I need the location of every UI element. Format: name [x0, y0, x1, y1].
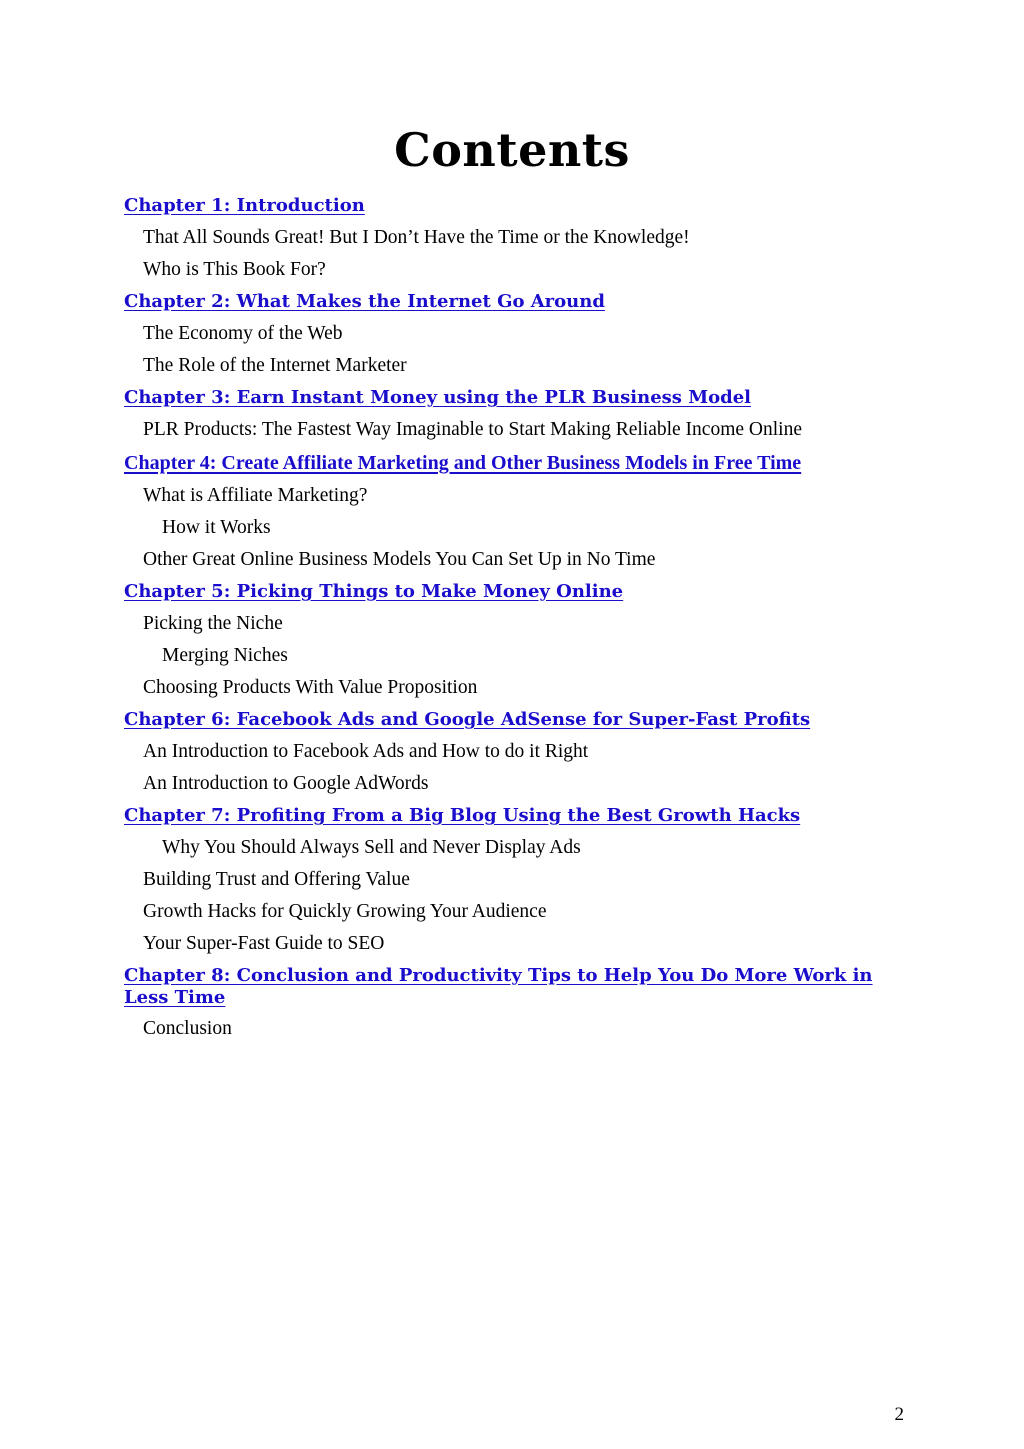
page-title: Contents: [394, 123, 630, 177]
toc-section: The Role of the Internet Marketer: [143, 355, 407, 376]
page-number: 2: [894, 1404, 904, 1425]
toc-section: An Introduction to Google AdWords: [143, 773, 429, 794]
toc-chapter-1-link[interactable]: Chapter 1: Introduction: [124, 195, 365, 216]
toc-subsection: Merging Niches: [162, 645, 288, 666]
toc-section: What is Affiliate Marketing?: [143, 485, 368, 506]
toc-section: Who is This Book For?: [143, 259, 326, 280]
toc-subsection: How it Works: [162, 517, 271, 538]
toc-section: That All Sounds Great! But I Don’t Have the Time or the Knowledge!: [143, 227, 690, 248]
toc-section: Other Great Online Business Models You Can Set Up in No Time: [143, 549, 656, 570]
toc-section: Your Super-Fast Guide to SEO: [143, 933, 385, 954]
toc-chapter-6-link[interactable]: Chapter 6: Facebook Ads and Google AdSense for Super-Fast Profits: [124, 709, 811, 730]
toc-chapter-2-link[interactable]: Chapter 2: What Makes the Internet Go Around: [124, 291, 605, 312]
toc-chapter-4-link[interactable]: Chapter 4: Create Affiliate Marketing and Other Business Models in Free Time: [124, 452, 802, 474]
toc-section: Growth Hacks for Quickly Growing Your Audience: [143, 901, 547, 922]
toc-section: Building Trust and Offering Value: [143, 869, 410, 890]
toc-section: PLR Products: The Fastest Way Imaginable to Start Making Reliable Income Online: [143, 419, 802, 440]
toc-subsection: Why You Should Always Sell and Never Display Ads: [162, 837, 581, 858]
toc-section: Choosing Products With Value Proposition: [143, 677, 478, 698]
toc-section: Picking the Niche: [143, 613, 283, 634]
toc-section: The Economy of the Web: [143, 323, 343, 344]
toc-chapter-5-link[interactable]: Chapter 5: Picking Things to Make Money Online: [124, 581, 624, 602]
toc-section: An Introduction to Facebook Ads and How to do it Right: [143, 741, 589, 762]
toc-chapter-7-link[interactable]: Chapter 7: Profiting From a Big Blog Using the Best Growth Hacks: [124, 805, 801, 826]
toc-chapter-8-link[interactable]: Chapter 8: Conclusion and Productivity Tips to Help You Do More Work in Less Time: [124, 965, 873, 1008]
toc-chapter-3-link[interactable]: Chapter 3: Earn Instant Money using the PLR Business Model: [124, 387, 752, 408]
toc-section: Conclusion: [143, 1018, 232, 1039]
